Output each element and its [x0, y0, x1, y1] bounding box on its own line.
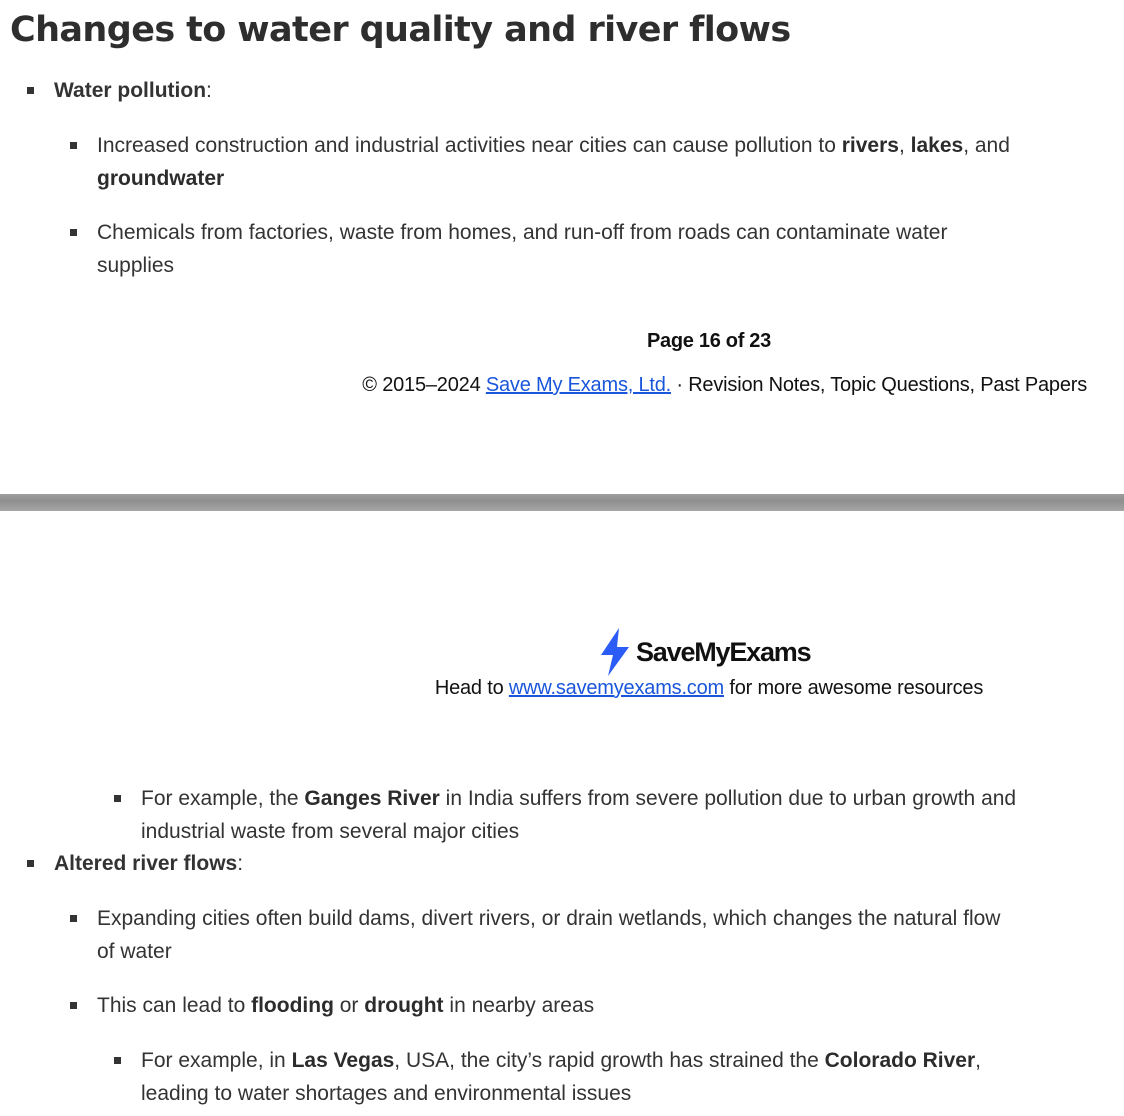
bullet-square-icon [114, 1057, 121, 1064]
pollution-point-1: Increased construction and industrial activities near cities can cause pollution to rivers, lakes, and groundwater [97, 134, 1010, 190]
bullet-square-icon [70, 229, 77, 236]
bolt-icon [598, 628, 632, 676]
bullet-square-icon [27, 860, 34, 867]
header-tagline: Head to www.savemyexams.com for more awesome resources [434, 677, 984, 699]
pollution-point-2: Chemicals from factories, waste from homes, and run-off from roads can contaminate water supplies [97, 221, 948, 277]
bullet-square-icon [70, 142, 77, 149]
page-divider [0, 494, 1124, 511]
site-link[interactable]: www.savemyexams.com [508, 677, 724, 699]
logo-text: SaveMyExams [636, 636, 811, 667]
copyright-line: © 2015–2024 Save My Exams, Ltd. · Revision Notes, Topic Questions, Past Papers [362, 374, 1087, 396]
logo [598, 628, 810, 676]
bullet-square-icon [70, 915, 77, 922]
company-link[interactable]: Save My Exams, Ltd. [485, 374, 672, 396]
page-number: Page 16 of 23 [647, 330, 771, 352]
bullet-square-icon [70, 1002, 77, 1009]
altered-flows-label: Altered river flows: [54, 852, 244, 875]
section-title: Changes to water quality and river flows [10, 10, 791, 50]
ganges-example: For example, the Ganges River in India suffers from severe pollution due to urban growth and industrial waste from several major cities [141, 787, 1017, 843]
water-pollution-label: Water pollution: [54, 79, 212, 102]
flows-point-2: This can lead to flooding or drought in nearby areas [97, 994, 595, 1017]
flows-point-1: Expanding cities often build dams, divert rivers, or drain wetlands, which changes the natural flow of water [97, 907, 1001, 963]
bullet-square-icon [27, 87, 34, 94]
las-vegas-example: For example, in Las Vegas, USA, the city’s rapid growth has strained the Colorado River, leading to water shortages and environmental issues [141, 1049, 981, 1105]
bullet-square-icon [114, 795, 121, 802]
